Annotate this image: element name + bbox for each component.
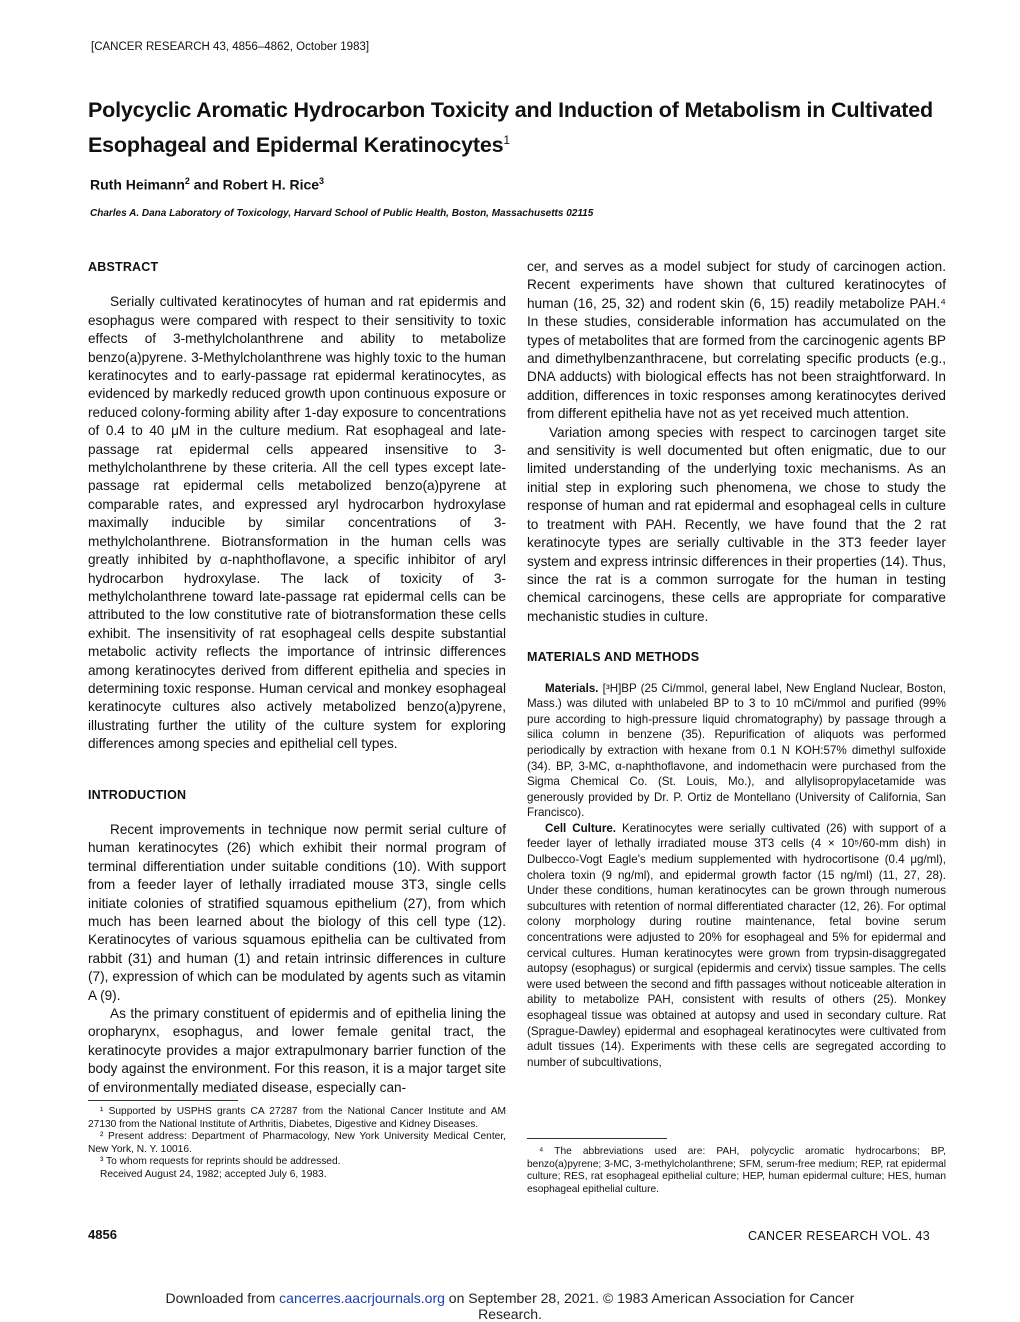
title-footnote-mark: 1 [503,133,510,147]
cell-culture-label: Cell Culture. [545,821,617,835]
intro-paragraph-4: Variation among species with respect to carcinogen target site and sensitivity is well documented but often enigmatic, due to our limited understanding of the underlying toxic mechanisms. As an initial step in exploring such phenomena, we chose to study the response of human and rat epidermal and esophageal cells in culture to treatment with PAH. Recently, we have found that the 2 rat keratinocyte types are serially cultivable in the 3T3 feeder layer system and express intrinsic differences in their properties (14). Thus, since the rat is a common surrogate for the human in testing chemical carcinogens, these cells are appropriate for comparative mechanistic studies in culture. [527,424,946,624]
author-2: Robert H. Rice [222,176,320,193]
materials-paragraph [527,681,946,821]
footnote-3: ³ To whom requests for reprints should be addressed. [100,1156,341,1168]
materials-text: [³H]BP (25 Ci/mmol, general label, New England Nuclear, Boston, Mass.) was diluted with unlabeled BP to 3 to 10 mCi/mmol and purified (99% pure according to high-pressure liquid chromatography) by passage through a silica column in benzene (35). Repurification of aliquots was performed periodically by extraction with hexane from 0.1 N KOH:57% dimethyl sulfoxide (34). BP, 3-MC, α-naphthoflavone, and indomethacin were purchased from the Sigma Chemical Co. (St. Louis, Mo.), and allylisopropylacetamide was generously provided by Dr. P. Ortiz de Montellano (University of California, San Francisco). [527,681,946,820]
footnote-divider-left [88,1100,238,1101]
intro-paragraph-1: Recent improvements in technique now permit serial culture of human keratinocytes (26) which exhibit their normal program of terminal differentiation under suitable conditions (10). With support from a feeder layer of lethally irradiated mouse 3T3, single cells initiate colonies of stratified squamous epithelium (27), from which much has been learned about the biology of this cell type (12). Keratinocytes of various squamous epithelia can be cultivated from rabbit (31) and human (1) and retain intrinsic differences in culture (7), expression of which can be modulated by agents such as vitamin A (9). [88,821,506,1003]
journal-citation: [CANCER RESEARCH 43, 4856–4862, October 1983] [91,41,370,53]
cell-culture-text: Keratinocytes were serially cultivated (26) with support of a feeder layer of lethally irradiated mouse 3T3 cells (4 × 10⁵/60-mm dish) in Dulbecco-Vogt Eagle's medium supplemented with hydrocortisone (0.4 μg/ml), cholera toxin (9 ng/ml), and epidermal growth factor (15 ng/ml) (11, 27, 28). Under these conditions, human keratinocytes can be grown through numerous subcultures with retention of normal differentiated character (12, 26). For optimal colony morphology during routine maintenance, fetal bovine serum concentrations were adjusted to 20% for esophageal and 5% for epidermal and cervical cultures. Human keratinocytes were grown from trypsin-disaggregated autopsy (esophagus) or surgical (epidermis and cervix) tissue samples. The cells were used between the second and fifth passages without noticeable alteration in ability to metabolize PAH, consistent with results of others (25). Monkey esophageal tissue was obtained at autopsy and used in secondary culture. Rat (Sprague-Dawley) epidermal and esophageal keratinocytes were cultivated from adult tissues (14). Experiments with these cells are segregated according to number of subcultivations, [527,821,946,1069]
authors [90,176,324,193]
article-title [88,95,948,160]
download-notice [0,1290,1020,1322]
author-1-mark: 2 [184,176,190,186]
page-number: 4856 [88,1227,117,1242]
download-suffix: on September 28, 2021. © 1983 American Association for Cancer [444,1290,855,1306]
left-column [88,258,506,1097]
methods-heading: MATERIALS AND METHODS [527,650,700,665]
affiliation: Charles A. Dana Laboratory of Toxicology, Harvard School of Public Health, Boston, Massachusetts 02115 [90,208,594,219]
cell-culture-paragraph [527,821,946,1071]
journal-link[interactable]: cancerres.aacrjournals.org [279,1290,445,1306]
abstract-heading: ABSTRACT [88,260,159,274]
abstract-text: Serially cultivated keratinocytes of human and rat epidermis and esophagus were compared with respect to their sensitivity to toxic effects of 3-methylcholanthrene and ability to metabolize benzo(a)pyrene. 3-Methylcholanthrene was highly toxic to the human keratinocytes and to early-passage rat epidermal keratinocytes, as evidenced by markedly reduced growth upon continuous exposure or reduced colony-forming ability after 1-day exposure to concentrations of 0.4 to 40 μM in the culture medium. Rat esophageal and late-passage rat epidermal cells appeared insensitive to 3-methylcholanthrene by these criteria. All the cell types except late-passage rat epidermal cells metabolized benzo(a)pyrene at comparable rates, and expressed aryl hydrocarbon hydroxylase maximally inducible by similar concentrations of 3-methylcholanthrene. Biotransformation in the human cells was greatly inhibited by α-naphthoflavone, a specific inhibitor of aryl hydrocarbon hydroxylase. The lack of toxicity of 3-methylcholanthrene toward late-passage rat epidermal cells can be attributed to the low constitutive rate of biotransformation these cells exhibit. The insensitivity of rat esophageal cells despite substantial metabolic activity reflects the importance of intrinsic differences among keratinocytes derived from different epithelia and species in determining toxic response. Human cervical and monkey esophageal keratinocyte cultures also actively metabolized benzo(a)pyrene, illustrating further the utility of the culture system for exploring differences among species and epithelial cell types. [88,294,506,752]
right-column [527,258,946,1070]
journal-volume: CANCER RESEARCH VOL. 43 [748,1229,930,1243]
materials-label: Materials. [545,681,599,695]
right-footnotes [527,1146,946,1196]
title-text: Polycyclic Aromatic Hydrocarbon Toxicity and Induction of Metabolism in Cultivated Esophageal and Epidermal Keratinocytes [88,98,933,158]
intro-paragraph-3: cer, and serves as a model subject for study of carcinogen action. Recent experiments have shown that cultured keratinocytes of human (16, 25, 32) and rodent skin (6, 15) readily metabolize PAH.⁴ In these studies, considerable information has accumulated on the types of metabolites that are formed from the carcinogenic agents BP and dimethylbenzanthracene, but correlating specific products (e.g., DNA adducts) with biological effects has not been straightforward. In addition, differences in toxic responses among keratinocytes derived from different epithelia have not as yet received much attention. [527,259,946,422]
left-footnotes [88,1106,506,1182]
author-separator: and [189,176,223,193]
author-1: Ruth Heimann [90,176,185,193]
introduction-heading: INTRODUCTION [88,787,187,802]
footnote-2: ² Present address: Department of Pharmacology, New York University Medical Center, New York, N. Y. 10016. [88,1131,506,1155]
footnote-4: ⁴ The abbreviations used are: PAH, polycyclic aromatic hydrocarbons; BP, benzo(a)pyrene; 3-MC, 3-methylcholanthrene; SFM, serum-free medium; REP, rat epidermal culture; RES, rat esophageal epithelial culture; HEP, human epidermal culture; HES, human esophageal epithelial culture. [527,1146,946,1195]
download-prefix: Downloaded from [165,1290,280,1306]
intro-paragraph-2: As the primary constituent of epidermis and of epithelia lining the oropharynx, esophagus, and lower female genital tract, the keratinocyte provides a major extrapulmonary barrier function of the body against the environment. For this reason, it is a major target site of environmentally mediated disease, especially can- [88,1006,506,1095]
received-date: Received August 24, 1982; accepted July 6, 1983. [100,1168,327,1180]
download-line-2: Research. [478,1306,542,1322]
author-2-mark: 3 [319,176,325,186]
footnote-1: ¹ Supported by USPHS grants CA 27287 from the National Cancer Institute and AM 27130 from the National Institute of Arthritis, Diabetes, Digestive and Kidney Diseases. [88,1106,506,1130]
footnote-divider-right [527,1138,667,1139]
